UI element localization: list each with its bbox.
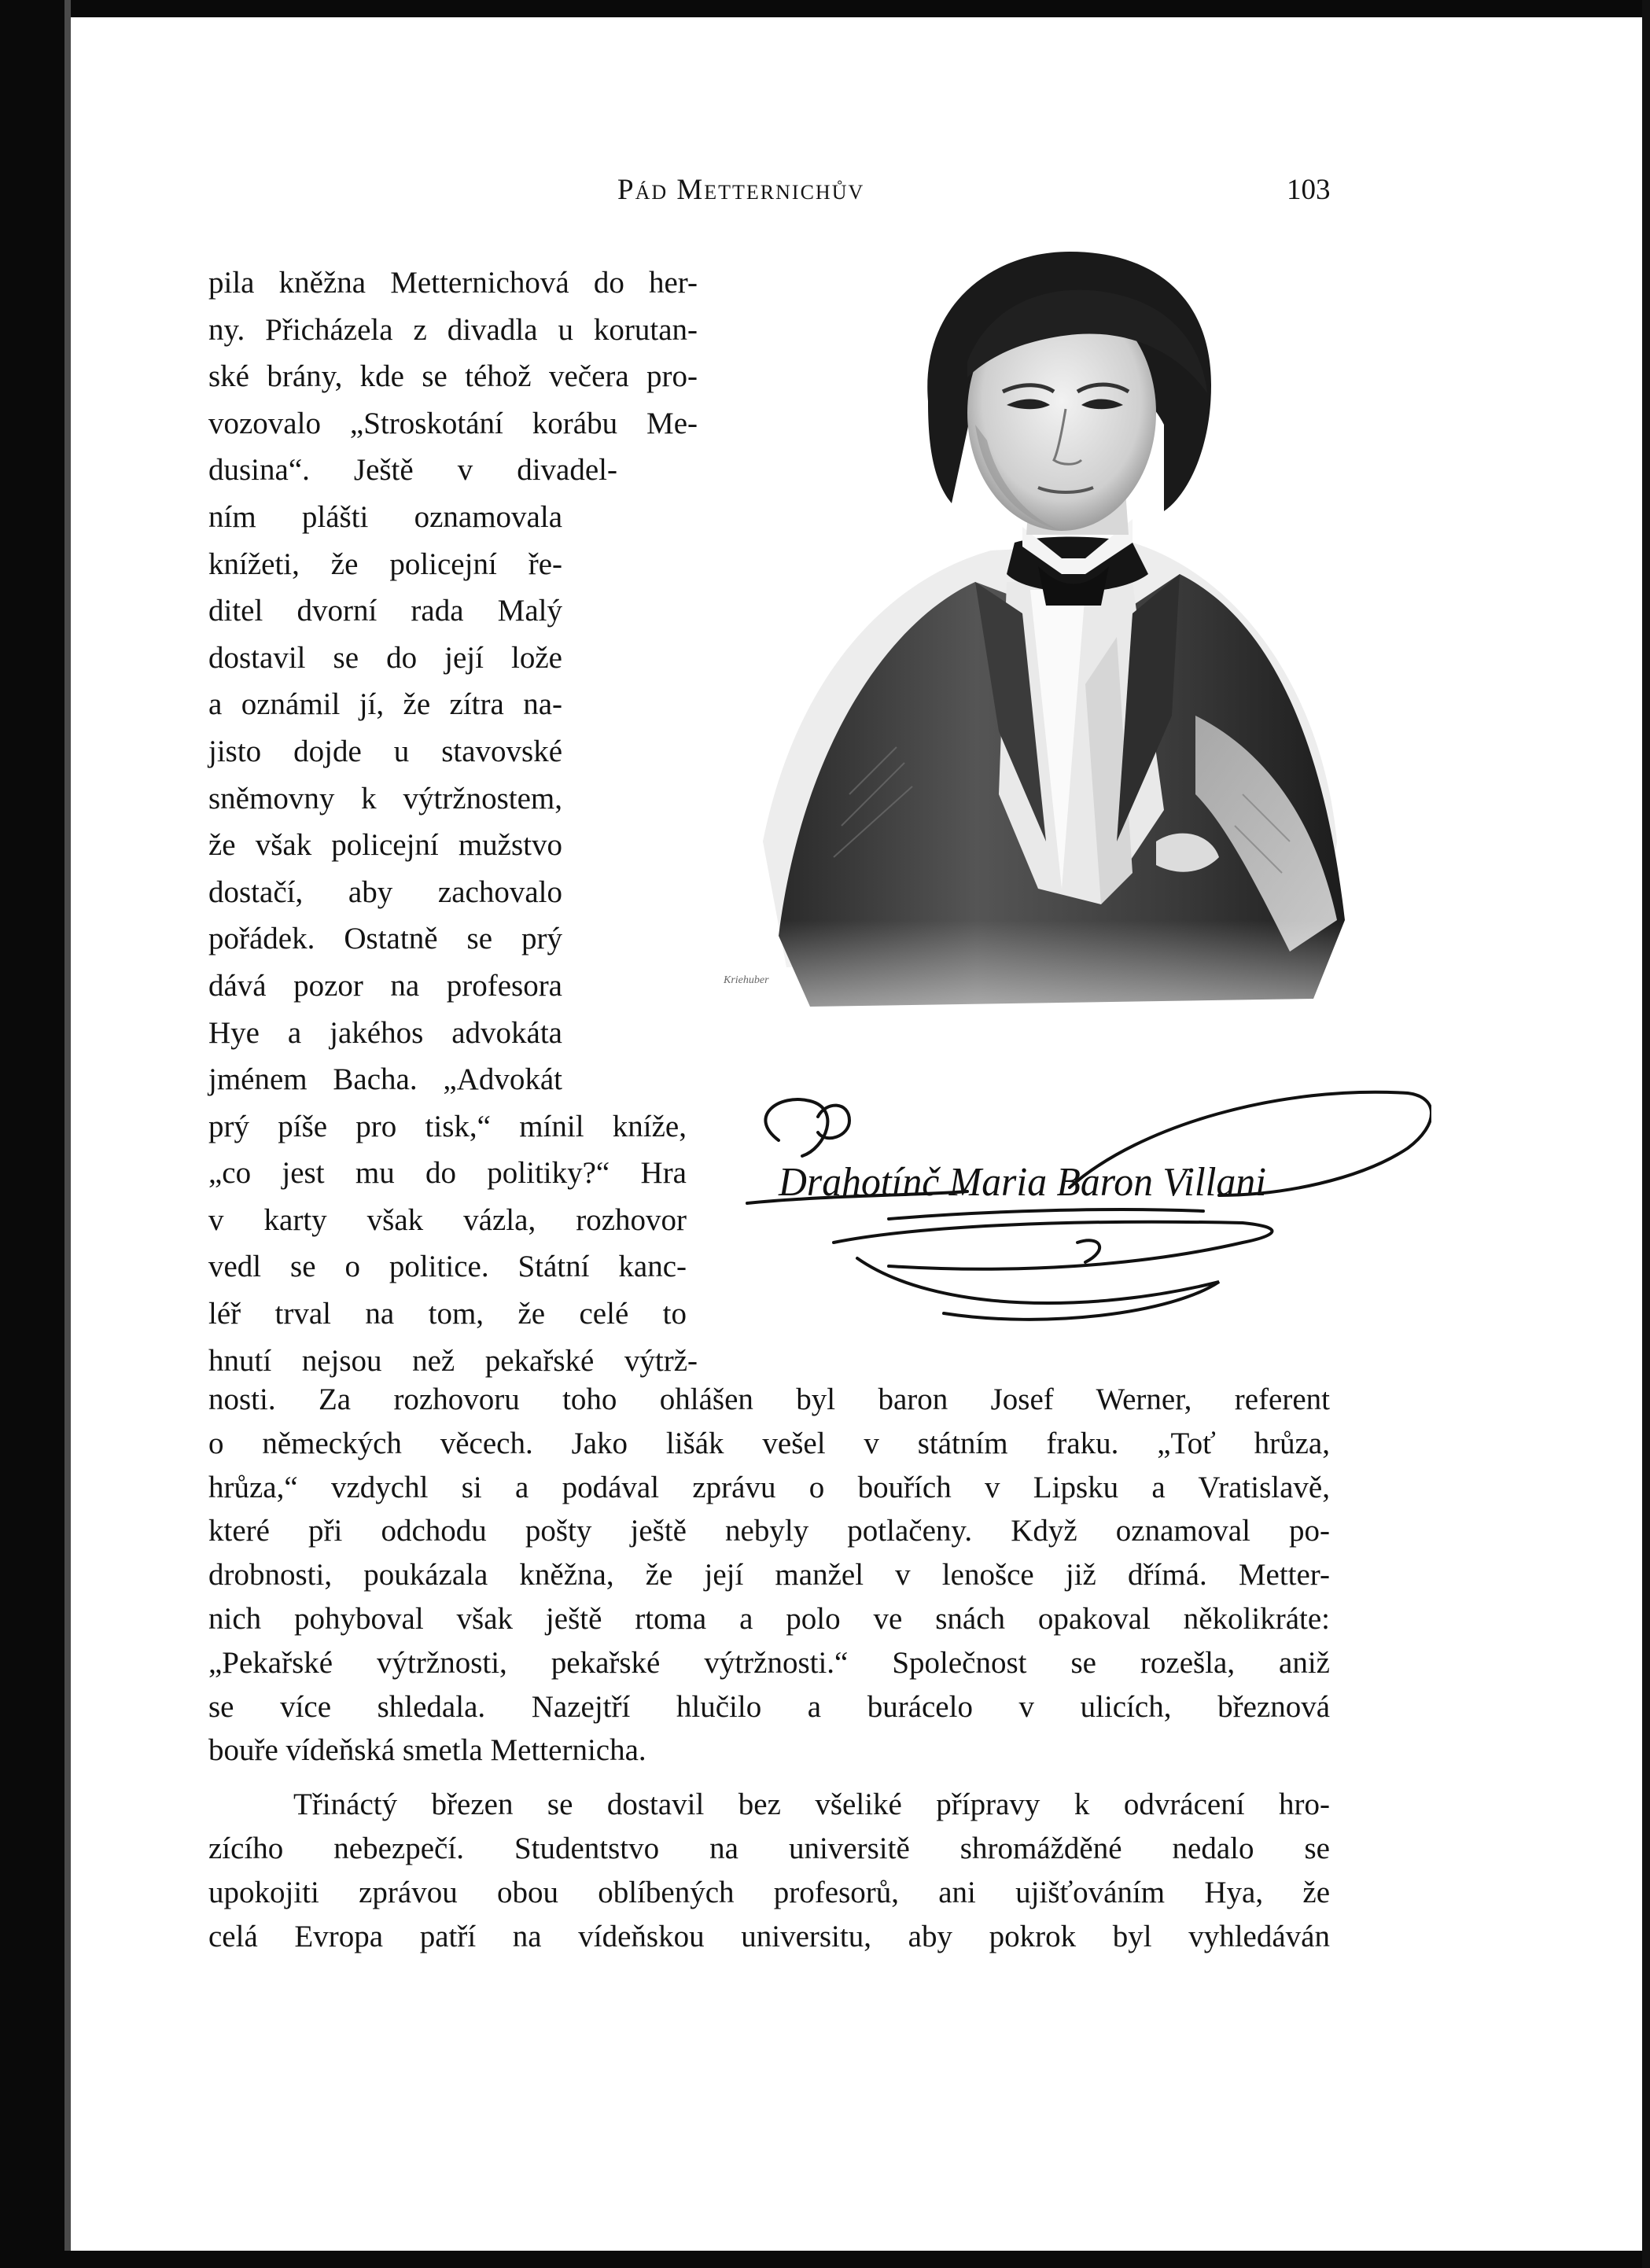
text-line: knížeti, že policejní ře- <box>208 547 562 581</box>
text-line: ditel dvorní rada Malý <box>208 594 562 628</box>
text-line: dusina“. Ještě v divadel- <box>208 453 617 488</box>
text-line: vozovalo „Stroskotání korábu Me- <box>208 406 698 440</box>
signature-illustration <box>731 1077 1431 1345</box>
text-line: dostavil se do její lože <box>208 640 562 675</box>
text-line: hrůza,“ vzdychl si a podával zprávu o bouřích v Lipsku a Vratislavě, <box>208 1470 1330 1504</box>
text-line: upokojiti zprávou obou oblíbených profesorů, ani ujišťováním Hya, že <box>208 1875 1330 1909</box>
text-line: Hye a jakéhos advokáta <box>208 1015 562 1050</box>
text-line: ny. Přicházela z divadla u korutan- <box>208 312 698 347</box>
text-line: dostačí, aby zachovalo <box>208 874 562 909</box>
text-line: léř trval na tom, že celé to <box>208 1297 687 1331</box>
text-line: dává pozor na profesora <box>208 968 562 1003</box>
text-line: drobnosti, poukázala kněžna, že její manžel v lenošce již dřímá. Metter- <box>208 1558 1330 1592</box>
text-line: ské brány, kde se téhož večera pro- <box>208 359 698 394</box>
scan-border-left <box>0 0 64 2268</box>
text-line: nosti. Za rozhovoru toho ohlášen byl baron Josef Werner, referent <box>208 1383 1330 1416</box>
text-line: a oznámil jí, že zítra na- <box>208 687 562 722</box>
scan-border-top <box>0 0 1650 17</box>
text-line: o německých věcech. Jako lišák vešel v státním fraku. „Toť hrůza, <box>208 1426 1330 1460</box>
body-text-block <box>208 1378 1330 1958</box>
text-line: pila kněžna Metternichová do her- <box>208 266 698 300</box>
text-line: bouře vídeňská smetla Metternicha. <box>208 1733 646 1768</box>
text-line: které při odchodu pošty ještě nebyly potlačeny. Když oznamoval po- <box>208 1514 1330 1548</box>
text-line: se více shledala. Nazejtří hlučilo a burácelo v ulicích, březnová <box>208 1689 1330 1724</box>
artist-mark: Kriehuber <box>724 974 769 986</box>
scan-border-right <box>1642 0 1650 2268</box>
text-line: v karty však vázla, rozhovor <box>208 1202 687 1237</box>
text-line: jisto dojde u stavovské <box>208 734 562 768</box>
text-line: prý píše pro tisk,“ mínil kníže, <box>208 1109 687 1143</box>
text-line: vedl se o politice. Státní kanc- <box>208 1250 687 1284</box>
column-text-block <box>208 260 698 1384</box>
text-line: „Pekařské výtržnosti, pekařské výtržnosti.“ Společnost se rozešla, aniž <box>208 1645 1330 1680</box>
text-line: ním plášti oznamovala <box>208 499 562 534</box>
portrait-illustration <box>692 244 1361 1093</box>
text-line: celá Evropa patří na vídeňskou universitu, aby pokrok byl vyhledáván <box>208 1919 1330 1953</box>
text-line: že však policejní mužstvo <box>208 828 562 863</box>
text-line: nich pohyboval však ještě rtoma a polo ve snách opakoval několikráte: <box>208 1601 1330 1636</box>
running-title: Pád Metternichův <box>617 174 865 206</box>
signature-text: Drahotínč Maria Baron Villani <box>778 1160 1266 1205</box>
text-line: sněmovny k výtržnostem, <box>208 781 562 816</box>
page-number: 103 <box>1287 174 1331 206</box>
text-line: jménem Bacha. „Advokát <box>208 1062 562 1097</box>
text-line: zícího nebezpečí. Studentstvo na universitě shromážděné nedalo se <box>208 1831 1330 1865</box>
text-line: „co jest mu do politiky?“ Hra <box>208 1156 687 1191</box>
text-line: Třináctý březen se dostavil bez všeliké přípravy k odvrácení hro- <box>293 1788 1330 1822</box>
scan-border-bottom <box>0 2251 1650 2268</box>
text-line: hnutí nejsou než pekařské výtrž- <box>208 1343 698 1378</box>
text-line: pořádek. Ostatně se prý <box>208 922 562 956</box>
scan-border-left-shadow <box>64 0 71 2268</box>
